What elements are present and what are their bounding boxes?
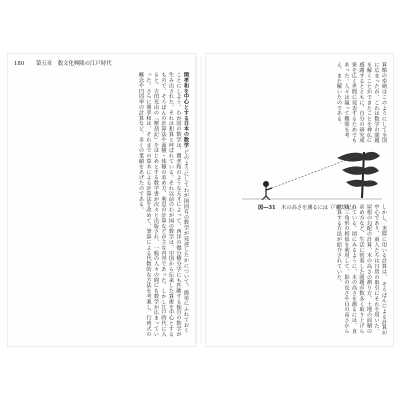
section-heading: 関孝和を中心とする日本の数学 — [183, 72, 189, 148]
left-page — [7, 53, 196, 347]
page-number: 180 — [14, 61, 25, 67]
figure-number: 図―31 — [258, 205, 276, 211]
left-body-text — [14, 72, 189, 338]
left-paragraph: どのようにしてわが国固有の数学が発達したかについて、簡単にふれておくことにしよう。わが国の数学は、関孝和のような天才によって、西洋の微分積分学にも匹敵する独自の数学が生み出された。それは和算と呼ばれている。それ以前のわが国の数学は、中国から伝来した算術を中心とするもので、そろばんの計算法や面積・体積の求め方、利息の計算などが主な内容であった。しかし江戸時代に入ると、吉田光由の『塵劫記』をはじめとする数学書が次々と出版され、一般の人々の間にも数学が広まっていった。さらに関孝和は、それまでの算木による計算法を改めて、筆算による代数的な方法を考案し、行列式の概念や円周率の計算など、多くの業績をあげたのである。 — [138, 72, 189, 337]
running-head — [14, 59, 112, 69]
right-page — [205, 53, 394, 347]
figure-caption-text: 木の高さを測るには（『塵劫記』） — [281, 205, 360, 211]
gutter — [196, 56, 202, 344]
right-bottom-text — [212, 204, 387, 338]
running-title: 第五章 数文化興隆の江戸時代 — [36, 61, 112, 67]
tree-canopy-mid — [342, 166, 379, 175]
tree-canopy-top — [337, 152, 380, 162]
person-body — [262, 187, 272, 200]
right-side-line: しかし、実際に用いる計算は、 — [381, 204, 387, 280]
tree-canopy-low — [346, 180, 378, 187]
figure-tree-measure — [242, 144, 382, 200]
right-top-text: 算額の奉納はこのようにして全国に広まったが、これは数学の問題を解くことができたことを神仏に感謝するとともに、自分の研究成果を広く世間に発表するためでもあった。人々は競って難問を考え、また解いたのである。 — [336, 62, 387, 143]
right-bottom-paragraph: そろばんによる計算が中心であり、商人たちは日常の取引にそれを用いた。屋根の勾配の計算、木の高さの測り方、土地の面積の求め方など、生活に密着した問題が数多く取り上げられている。図にみるように、木の高さを測るには、直角三角形の相似を利用して、影の長さや目の高さから計算する方法が紹介されていた。 — [336, 204, 387, 336]
person-head — [263, 181, 269, 187]
